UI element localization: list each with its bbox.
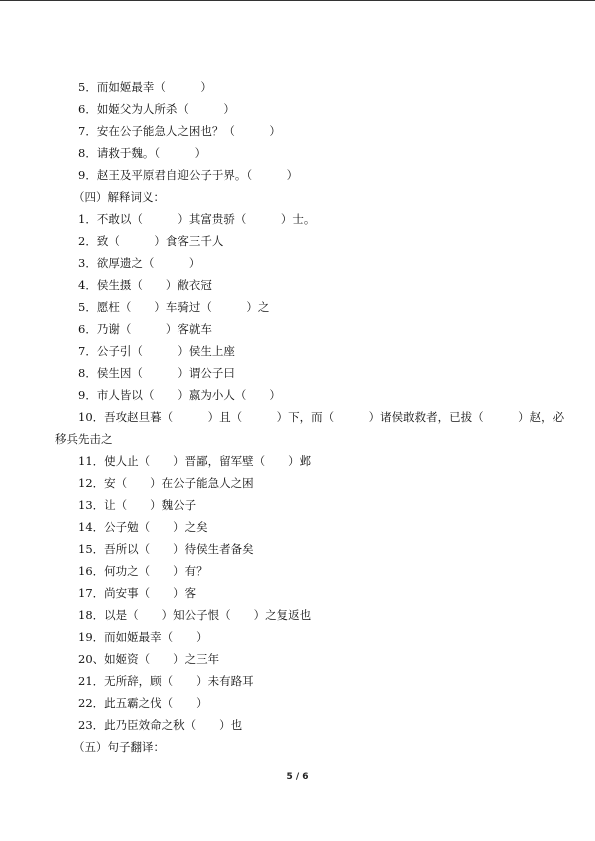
list-item: 13．让（ ）魏公子 xyxy=(78,498,197,512)
list-item: 9．市人皆以（ ）嬴为小人（ ） xyxy=(78,388,281,402)
list-item: 4．侯生摄（ ）敝衣冠 xyxy=(78,278,212,292)
list-item: 1．不敢以（ ）其富贵骄（ ）士。 xyxy=(78,212,316,226)
list-item: 22．此五霸之伐（ ） xyxy=(78,696,208,710)
top-border-rule xyxy=(0,0,595,1)
list-item: 6．乃谢（ ）客就车 xyxy=(78,322,212,336)
list-item: 3．欲厚遗之（ ） xyxy=(78,256,201,270)
list-item: 11．使人止（ ）晋鄙，留军壁（ ）邺 xyxy=(78,454,312,468)
list-item: 2．致（ ）食客三千人 xyxy=(78,234,224,248)
list-item: 7．安在公子能急人之困也？（ ） xyxy=(78,124,281,138)
section-heading-translation: （五）句子翻译： xyxy=(73,740,165,754)
section-heading-vocabulary: （四）解释词义： xyxy=(73,190,165,204)
list-item: 17．尚安事（ ）客 xyxy=(78,586,197,600)
list-item: 7．公子引（ ）侯生上座 xyxy=(78,344,235,358)
document-body xyxy=(0,76,595,758)
list-item: 8．侯生因（ ）谓公子曰 xyxy=(78,366,235,380)
list-item: 14．公子勉（ ）之矣 xyxy=(78,520,208,534)
list-item: 8．请救于魏。（ ） xyxy=(78,146,207,160)
list-item: 16．何功之（ ）有？ xyxy=(78,564,208,578)
list-item-10-line2: 移兵先击之 xyxy=(55,432,113,446)
list-item: 12．安（ ）在公子能急人之困 xyxy=(78,476,254,490)
list-item: 15．吾所以（ ）待侯生者备矣 xyxy=(78,542,254,556)
list-item: 20、如姬资（ ）之三年 xyxy=(78,652,220,666)
list-item: 5．而如姬最幸（ ） xyxy=(78,80,212,94)
list-item: 23．此乃臣效命之秋（ ）也 xyxy=(78,718,243,732)
list-item: 9．赵王及平原君自迎公子于界。（ ） xyxy=(78,168,299,182)
list-item: 18．以是（ ）知公子恨（ ）之复返也 xyxy=(78,608,312,622)
list-item: 5．愿枉（ ）车骑过（ ）之 xyxy=(78,300,270,314)
list-item: 6．如姬父为人所杀（ ） xyxy=(78,102,235,116)
list-item: 19．而如姬最幸（ ） xyxy=(78,630,208,644)
list-item-10-line1: 10．吾攻赵旦暮（ ）且（ ）下，而（ ）诸侯敢救者，已拔（ ）赵，必 xyxy=(78,410,565,424)
list-item: 21．无所辞，顾（ ）未有路耳 xyxy=(78,674,254,688)
page-number: 5 / 6 xyxy=(286,772,309,782)
